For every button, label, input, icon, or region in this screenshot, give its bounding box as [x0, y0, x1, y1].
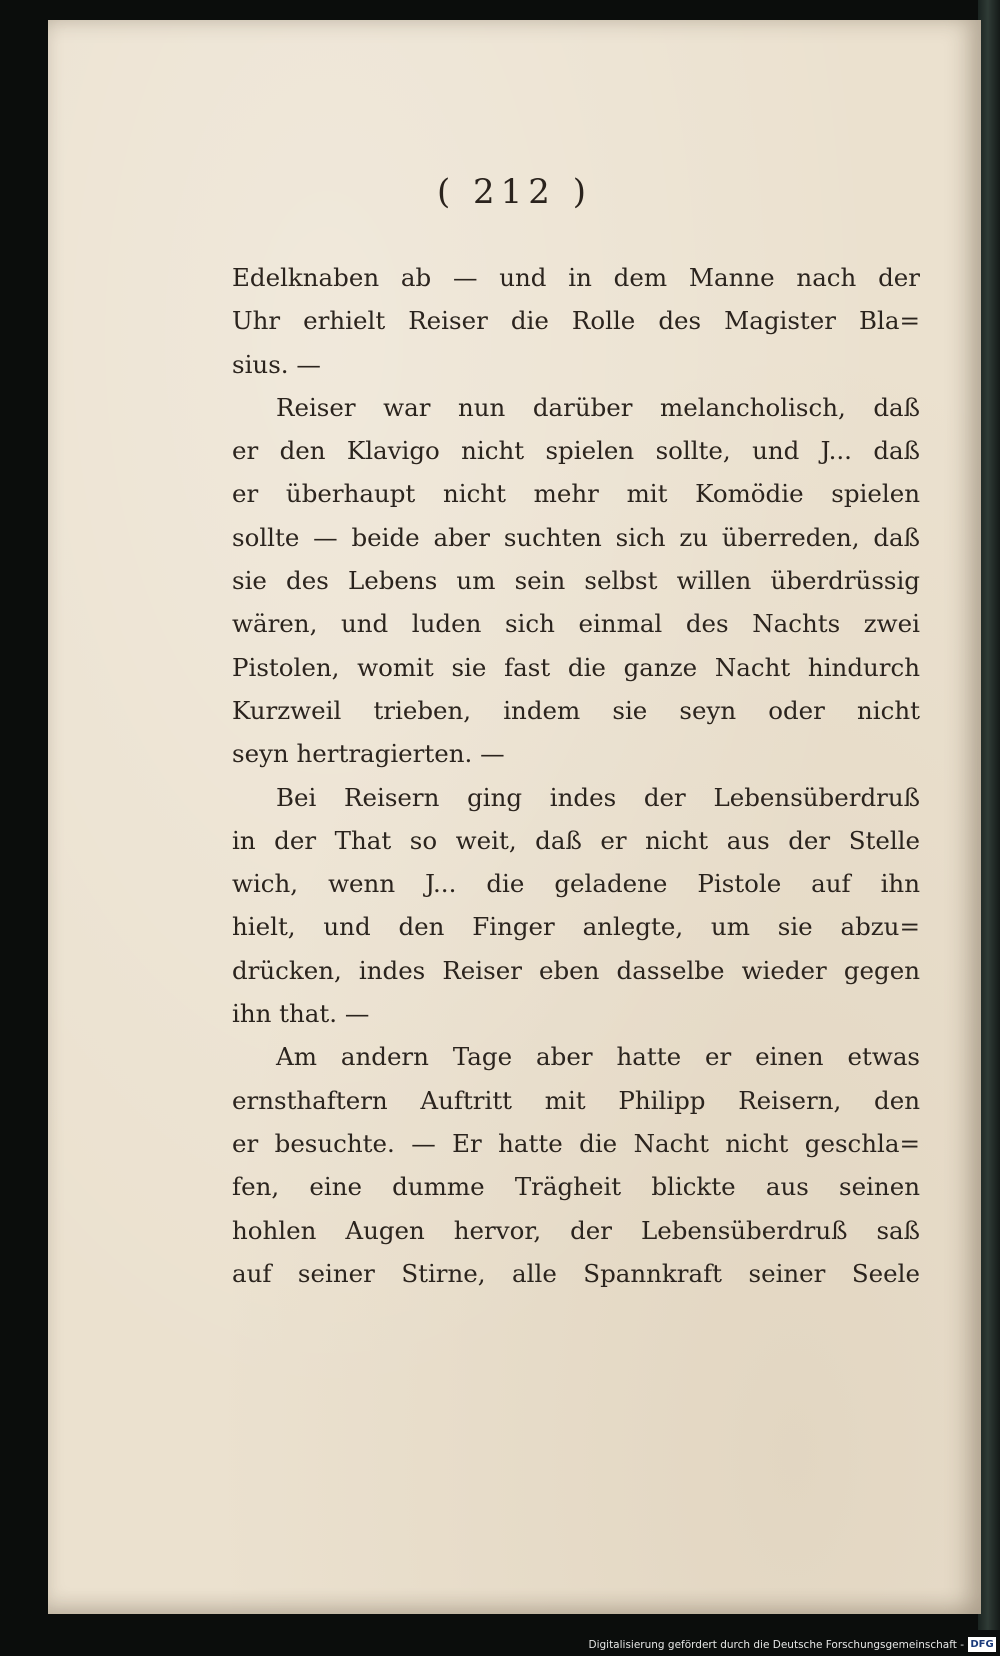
text-line: Pistolen, womit sie fast die ganze Nacht hindurch [232, 652, 920, 682]
dfg-logo: DFG [968, 1637, 996, 1652]
text-line: auf seiner Stirne, alle Spannkraft seiner Seele [232, 1258, 920, 1288]
text-line: wich, wenn J... die geladene Pistole auf ihn [232, 869, 920, 899]
text-line: ernsthaftern Auftritt mit Philipp Reisern, den [232, 1085, 920, 1115]
text-line: wären, und luden sich einmal des Nachts zwei [232, 609, 920, 639]
text-line: er überhaupt nicht mehr mit Komödie spielen [232, 479, 920, 509]
text-line: Reiser war nun darüber melancholisch, daß [276, 392, 920, 422]
text-line: Am andern Tage aber hatte er einen etwas [276, 1042, 920, 1072]
text-line: in der That so weit, daß er nicht aus der Stelle [232, 825, 920, 855]
text-line: fen, eine dumme Trägheit blickte aus seinen [232, 1172, 920, 1202]
body-text [232, 256, 920, 1295]
text-line: hohlen Augen hervor, der Lebensüberdruß saß [232, 1215, 920, 1245]
text-line: drücken, indes Reiser eben dasselbe wieder gegen [232, 955, 920, 985]
page-number: ( 212 ) [436, 172, 593, 212]
text-line: sie des Lebens um sein selbst willen überdrüssig [232, 566, 920, 596]
text-line: er besuchte. — Er hatte die Nacht nicht geschla= [232, 1128, 920, 1158]
book-edge [978, 0, 1000, 1630]
text-line: hielt, und den Finger anlegte, um sie abzu= [232, 912, 920, 942]
text-line: Uhr erhielt Reiser die Rolle des Magister Bla= [232, 306, 920, 336]
footer-bar [0, 1630, 1000, 1656]
digitization-credit: Digitalisierung gefördert durch die Deutsche Forschungsgemeinschaft - [588, 1639, 964, 1651]
paper-page [48, 20, 981, 1614]
text-line: Edelknaben ab — und in dem Manne nach der [232, 263, 920, 292]
text-line: sollte — beide aber suchten sich zu überreden, daß [232, 522, 920, 552]
text-line: Bei Reisern ging indes der Lebensüberdruß [276, 782, 920, 812]
text-line: seyn hertragierten. — [232, 739, 505, 769]
text-line: Kurzweil trieben, indem sie seyn oder nicht [232, 695, 920, 725]
text-line: er den Klavigo nicht spielen sollte, und J... daß [232, 436, 920, 466]
text-line: sius. — [232, 349, 321, 379]
text-line: ihn that. — [232, 999, 370, 1029]
